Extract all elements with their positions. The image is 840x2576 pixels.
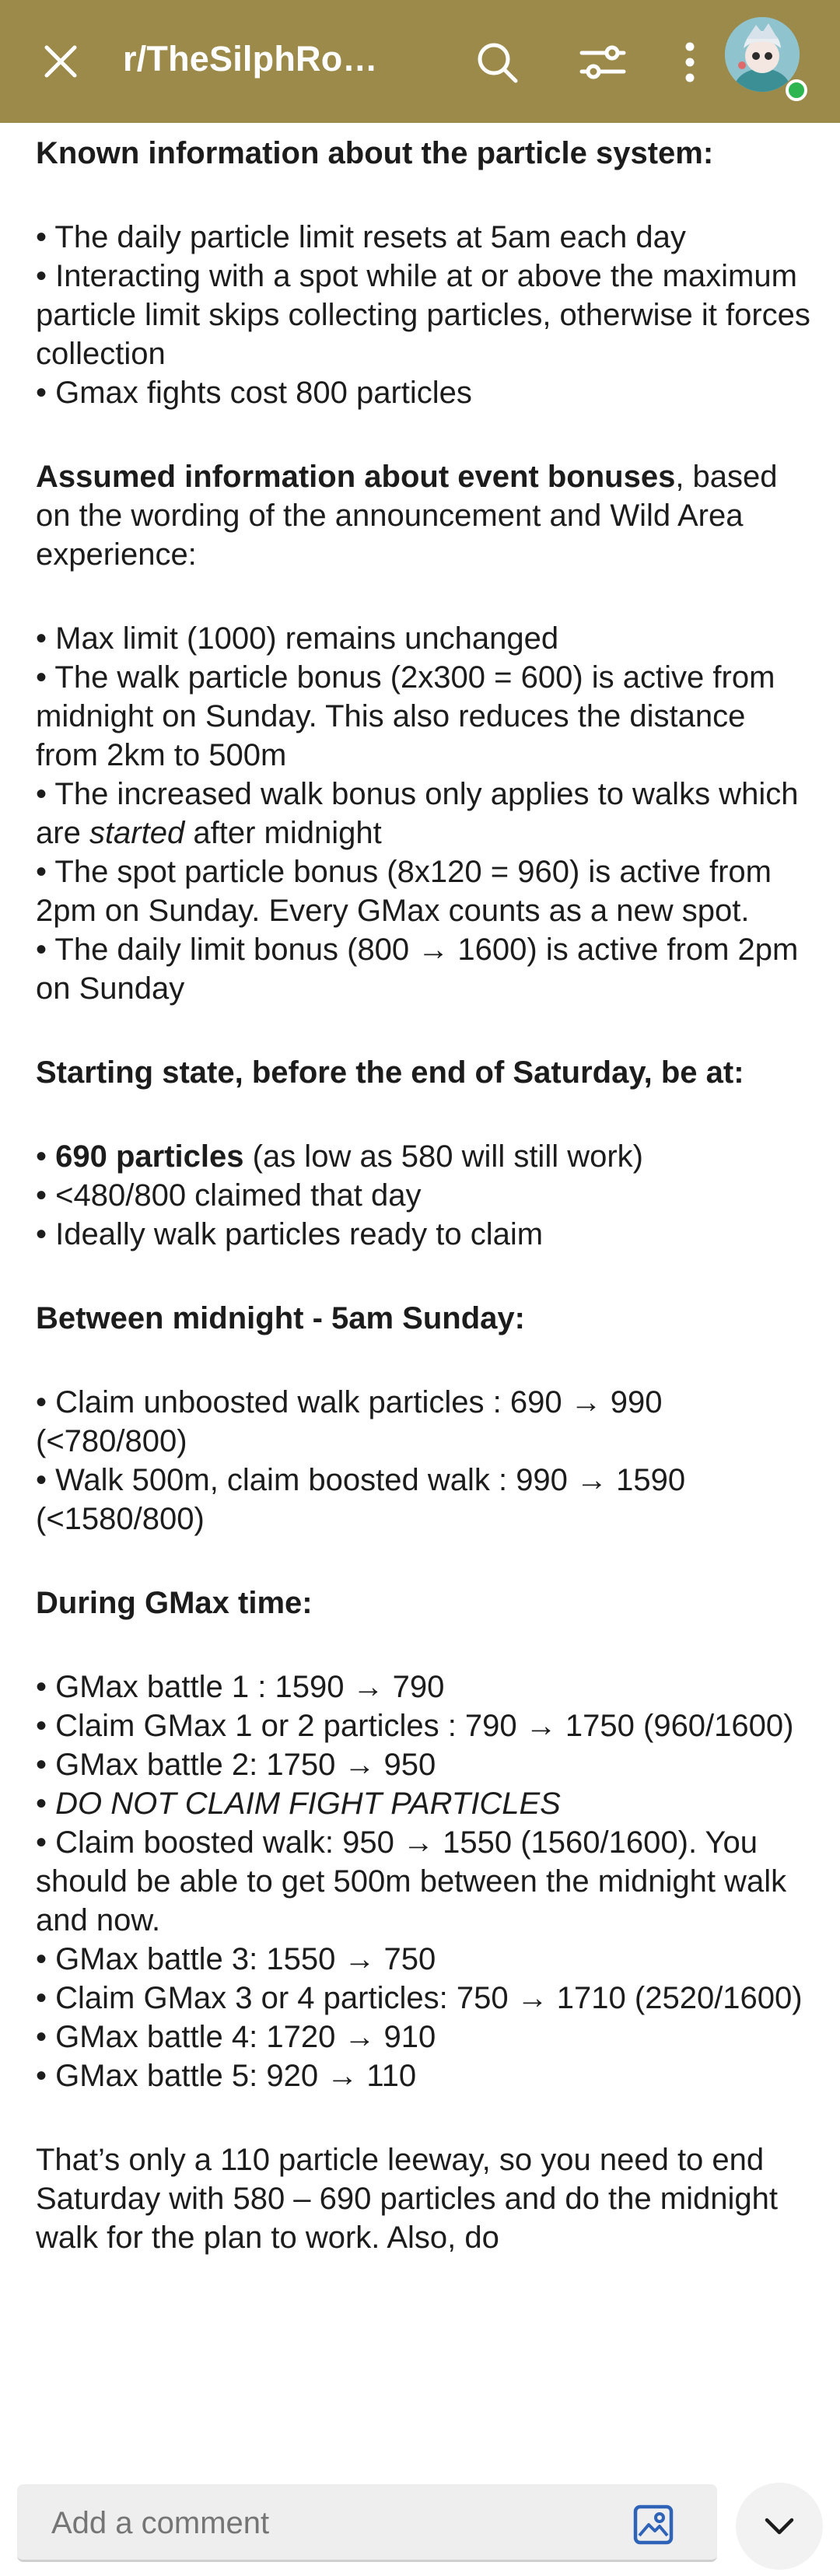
list-item: • <480/800 claimed that day bbox=[36, 1178, 422, 1213]
list-item: • Claim GMax 1 or 2 particles : 790 → 1750 (960/1600) bbox=[36, 1709, 794, 1743]
close-button[interactable] bbox=[37, 38, 84, 85]
section-heading: Starting state, before the end of Saturday, be at: bbox=[36, 1055, 744, 1090]
list-item: • GMax battle 4: 1720 → 910 bbox=[36, 2020, 436, 2054]
list-item: • Claim unboosted walk particles : 690 → 990 (<780/800) bbox=[36, 1385, 663, 1458]
list-item: • The walk particle bonus (2x300 = 600) is active from midnight on Sunday. This also reduces the distance from 2km to 500m bbox=[36, 660, 775, 772]
section-heading: Between midnight - 5am Sunday: bbox=[36, 1301, 525, 1335]
section-heading: Known information about the particle system: bbox=[36, 136, 714, 170]
comment-placeholder: Add a comment bbox=[51, 2506, 270, 2540]
list-item: • Gmax fights cost 800 particles bbox=[36, 376, 472, 410]
item-text: • bbox=[36, 1139, 56, 1174]
list-item: • Interacting with a spot while at or above the maximum particle limit skips collecting particles, otherwise it forces collection bbox=[36, 259, 810, 371]
list-item: • GMax battle 5: 920 → 110 bbox=[36, 2059, 417, 2093]
more-options-button[interactable] bbox=[663, 35, 717, 89]
image-icon bbox=[632, 2503, 675, 2546]
chevron-down-icon bbox=[761, 2508, 798, 2545]
item-text: • The increased walk bonus only applies to walks which are bbox=[36, 777, 799, 850]
section-heading bbox=[36, 457, 814, 574]
list-item bbox=[36, 1784, 814, 1823]
avatar-icon bbox=[725, 17, 800, 92]
filter-icon bbox=[579, 39, 627, 86]
list-item: • The daily limit bonus (800 → 1600) is active from 2pm on Sunday bbox=[36, 933, 799, 1006]
add-image-button[interactable] bbox=[632, 2503, 675, 2546]
list-item: • Ideally walk particles ready to claim bbox=[36, 1217, 544, 1251]
list-item: • The daily particle limit resets at 5am each day bbox=[36, 220, 686, 254]
list-item bbox=[36, 775, 814, 852]
item-emphasis: DO NOT CLAIM FIGHT PARTICLES bbox=[55, 1787, 561, 1821]
more-vert-icon bbox=[682, 39, 698, 86]
item-emphasis: started bbox=[89, 816, 185, 850]
heading-bold: Assumed information about event bonuses bbox=[36, 460, 676, 494]
online-status-dot bbox=[786, 79, 807, 101]
user-avatar-button[interactable] bbox=[725, 11, 803, 96]
list-item: • Walk 500m, claim boosted walk : 990 → 1590 (<1580/800) bbox=[36, 1463, 686, 1536]
list-item: • GMax battle 2: 1750 → 950 bbox=[36, 1748, 436, 1782]
list-item: • Claim boosted walk: 950 → 1550 (1560/1600). You should be able to get 500m between the midnight walk and now. bbox=[36, 1825, 787, 1937]
filter-button[interactable] bbox=[576, 35, 630, 89]
app-header bbox=[0, 0, 840, 123]
section-heading: During GMax time: bbox=[36, 1586, 313, 1620]
closing-paragraph: That’s only a 110 particle leeway, so you need to end Saturday with 580 – 690 particles and do the midnight walk for the plan to work. Also, do bbox=[36, 2143, 778, 2255]
avatar bbox=[725, 17, 800, 92]
post-body bbox=[36, 134, 814, 2466]
search-button[interactable] bbox=[470, 35, 524, 89]
item-text: (as low as 580 will still work) bbox=[243, 1139, 643, 1174]
list-item: • Max limit (1000) remains unchanged bbox=[36, 621, 559, 656]
list-item bbox=[36, 1137, 814, 1176]
subreddit-title[interactable]: r/TheSilphRo… bbox=[123, 39, 378, 79]
heading-rest: , based on the wording of the announcement and Wild Area experience: bbox=[36, 460, 778, 572]
item-text: • bbox=[36, 1787, 56, 1821]
close-icon bbox=[42, 43, 79, 80]
list-item: • GMax battle 1 : 1590 → 790 bbox=[36, 1670, 445, 1704]
search-icon bbox=[474, 39, 520, 86]
list-item: • Claim GMax 3 or 4 particles: 750 → 1710 (2520/1600) bbox=[36, 1981, 803, 2015]
item-bold: 690 particles bbox=[55, 1139, 244, 1174]
comment-input[interactable] bbox=[17, 2484, 717, 2562]
list-item: • The spot particle bonus (8x120 = 960) is active from 2pm on Sunday. Every GMax counts as a new spot. bbox=[36, 855, 772, 928]
list-item: • GMax battle 3: 1550 → 750 bbox=[36, 1942, 436, 1976]
item-text: after midnight bbox=[184, 816, 382, 850]
collapse-button[interactable] bbox=[736, 2483, 823, 2570]
comment-bar bbox=[0, 2470, 840, 2576]
